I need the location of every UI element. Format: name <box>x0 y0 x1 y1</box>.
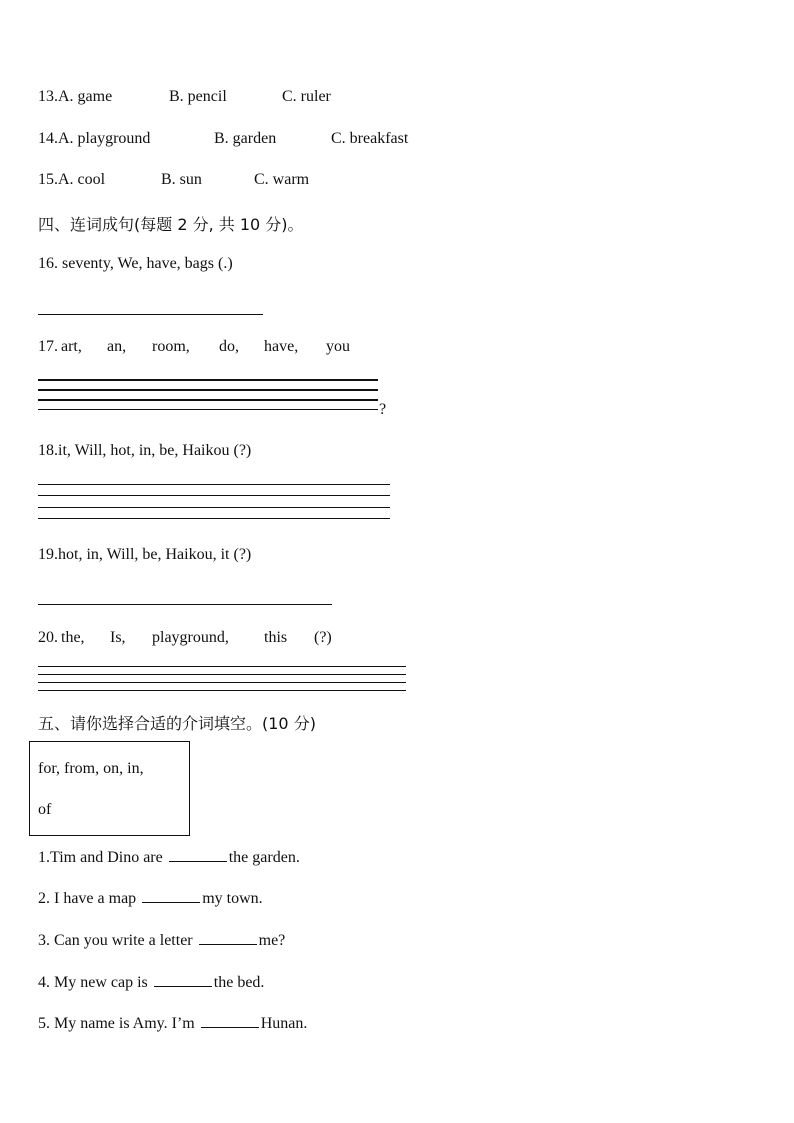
answer-blank[interactable] <box>142 901 200 903</box>
question-text-end: the garden. <box>228 849 300 866</box>
answer-line[interactable] <box>38 507 390 508</box>
question-18 <box>38 442 251 460</box>
end-mark: ? <box>379 401 387 418</box>
word-box-line-1: for, from, on, in, <box>38 760 144 777</box>
question-13 <box>38 88 112 106</box>
answer-line[interactable] <box>38 409 378 410</box>
fill-question-3 <box>38 932 285 950</box>
question-text-end: the bed. <box>213 974 265 991</box>
question-number: 14. <box>38 130 58 147</box>
question-text: 1.Tim and Dino are <box>38 849 163 866</box>
question-number: 19. <box>38 546 58 563</box>
question-text: 4. My new cap is <box>38 974 148 991</box>
option-b: B. garden <box>214 130 277 147</box>
word-box <box>29 741 190 836</box>
word: the, <box>61 629 85 646</box>
option-c: C. breakfast <box>331 130 409 147</box>
word-box-line-2: of <box>38 801 52 818</box>
question-20 <box>38 629 58 647</box>
word-list: seventy, We, have, bags (.) <box>62 255 233 272</box>
question-19 <box>38 546 251 564</box>
answer-line[interactable] <box>38 379 378 381</box>
question-text-end: my town. <box>202 890 263 907</box>
fill-question-2 <box>38 890 263 908</box>
word-list: hot, in, Will, be, Haikou, it (?) <box>58 546 252 563</box>
answer-line[interactable] <box>38 389 378 391</box>
word: this <box>264 629 288 646</box>
question-number: 13. <box>38 88 58 105</box>
option-b: B. sun <box>161 171 202 188</box>
fill-question-1 <box>38 849 300 867</box>
question-text-end: me? <box>258 932 286 949</box>
answer-blank[interactable] <box>169 860 227 862</box>
word: Is, <box>110 629 126 646</box>
word: art, <box>61 338 82 355</box>
word: playground, <box>152 629 229 646</box>
answer-blank[interactable] <box>154 985 212 987</box>
answer-line[interactable] <box>38 495 390 496</box>
answer-line[interactable] <box>38 518 390 519</box>
option-a: A. game <box>58 88 113 105</box>
word: room, <box>152 338 190 355</box>
option-c: C. ruler <box>282 88 331 105</box>
question-number: 15. <box>38 171 58 188</box>
question-number: 16. <box>38 255 58 272</box>
section-four-title: 四、连词成句(每题 2 分, 共 10 分)。 <box>38 215 304 234</box>
answer-line[interactable] <box>38 484 390 485</box>
question-15 <box>38 171 105 189</box>
question-text-end: Hunan. <box>260 1015 308 1032</box>
word: (?) <box>314 629 332 646</box>
word-list: it, Will, hot, in, be, Haikou (?) <box>58 442 252 459</box>
section-five-title: 五、请你选择合适的介词填空。(10 分) <box>38 714 316 733</box>
fill-question-4 <box>38 974 264 992</box>
word: an, <box>107 338 127 355</box>
question-text: 5. My name is Amy. I’m <box>38 1015 195 1032</box>
question-17 <box>38 338 58 356</box>
question-number: 20. <box>38 629 58 646</box>
option-a: A. playground <box>58 130 151 147</box>
question-number: 17. <box>38 338 58 355</box>
question-text: 3. Can you write a letter <box>38 932 193 949</box>
question-text: 2. I have a map <box>38 890 137 907</box>
word: have, <box>264 338 299 355</box>
question-14 <box>38 130 150 148</box>
answer-line[interactable] <box>38 604 332 605</box>
word: you <box>326 338 350 355</box>
answer-line[interactable] <box>38 674 406 675</box>
question-number: 18. <box>38 442 58 459</box>
fill-question-5 <box>38 1015 307 1033</box>
answer-blank[interactable] <box>199 943 257 945</box>
option-c: C. warm <box>254 171 310 188</box>
question-16 <box>38 255 233 273</box>
answer-line[interactable] <box>38 314 263 315</box>
word: do, <box>219 338 239 355</box>
option-b: B. pencil <box>169 88 227 105</box>
answer-blank[interactable] <box>201 1026 259 1028</box>
answer-line[interactable] <box>38 682 406 683</box>
answer-line[interactable] <box>38 666 406 667</box>
answer-line[interactable] <box>38 690 406 691</box>
answer-line[interactable] <box>38 399 378 401</box>
option-a: A. cool <box>58 171 106 188</box>
